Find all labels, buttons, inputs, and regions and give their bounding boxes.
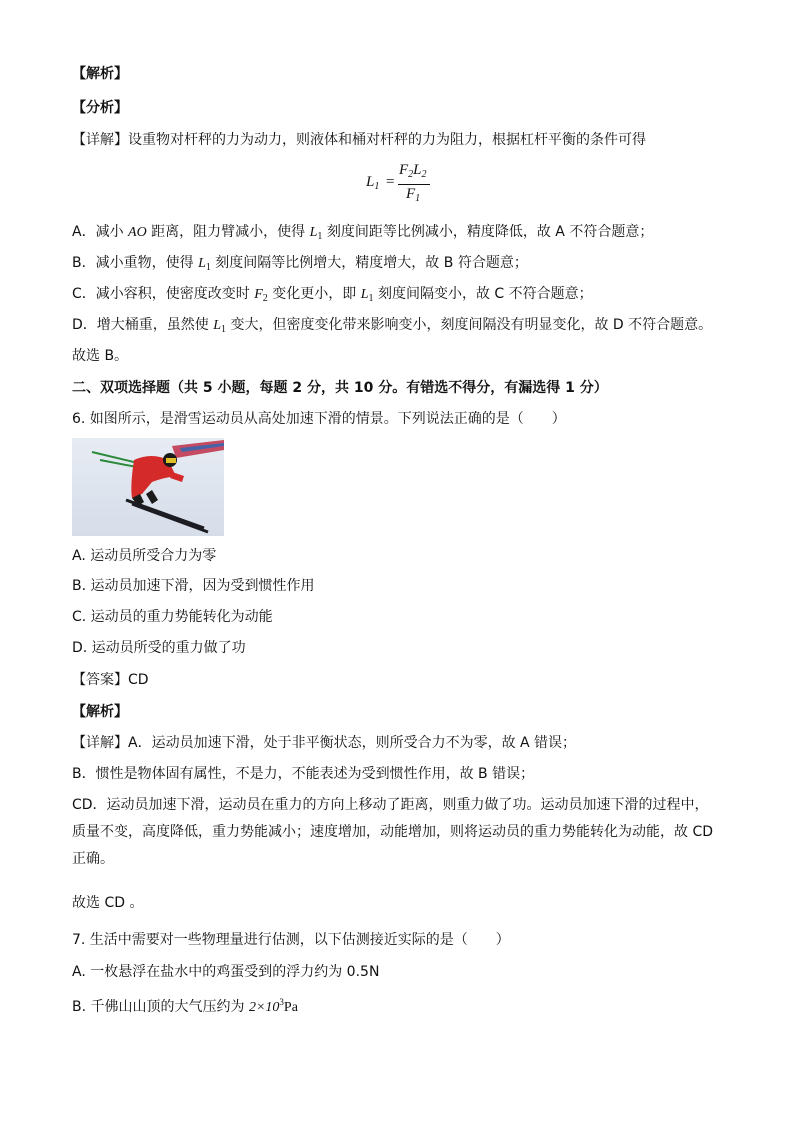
fenxi-header: 【分析】 [72,100,128,116]
q6-stem: 6. 如图所示，是滑雪运动员从高处加速下滑的情景。下列说法正确的是（ ） [72,411,566,427]
analysis-header: 【解析】 [72,66,128,82]
q6-option-c: C. 运动员的重力势能转化为动能 [72,609,273,625]
q6-detail-cd: CD．运动员加速下滑，运动员在重力的方向上移动了距离，则重力做了功。运动员加速下滑的过程中，质量不变，高度降低，重力势能减小；速度增加，动能增加，则将运动员的重力势能转化为动能，故 CD 正确。 [72,797,714,867]
option-a-analysis: A．减小 AO 距离，阻力臂减小，使得 $L_1$ 刻度间距等比例减小，精度降低，故 A 不符合题意； [72,224,654,242]
q6-answer: 【答案】CD [72,672,149,688]
lever-formula: $L_1$ = $F_2L_2$ $F_1$ [366,162,436,212]
q6-detail-a: 【详解】A．运动员加速下滑，处于非平衡状态，则所受合力不为零，故 A 错误； [72,735,577,751]
q7-stem: 7. 生活中需要对一些物理量进行估测，以下估测接近实际的是（ ） [72,932,510,948]
q6-jiexi: 【解析】 [72,704,128,720]
option-b-analysis: B．减小重物，使得 $L_1$ 刻度间隔等比例增大，精度增大，故 B 符合题意； [72,255,528,273]
q7-option-a: A. 一枚悬浮在盐水中的鸡蛋受到的浮力约为 0.5N [72,964,380,980]
q6-option-b: B. 运动员加速下滑，因为受到惯性作用 [72,578,315,594]
q6-choose: 故选 CD 。 [72,895,144,911]
option-c-analysis: C．减小容积，使密度改变时 $F_2$ 变化更小，即 $L_1$ 刻度间隔变小，故 C 不符合题意； [72,286,593,304]
detail-intro: 【详解】设重物对杆秤的力为动力，则液体和桶对杆秤的力为阻力，根据杠杆平衡的条件可得 [72,132,646,148]
option-d-analysis: D．增大桶重，虽然使 $L_1$ 变大，但密度变化带来影响变小，刻度间隔没有明显变化，故 D 不符合题意。 [72,317,713,335]
q6-option-a: A. 运动员所受合力为零 [72,548,217,564]
fraction-bar [398,184,430,185]
q7-option-b: B. 千佛山山顶的大气压约为 $2\times 10^3Pa$ [72,997,298,1015]
q6-detail-b: B．惯性是物体固有属性，不是力，不能表述为受到惯性作用，故 B 错误； [72,766,535,782]
q6-option-d: D. 运动员所受的重力做了功 [72,640,246,656]
skier-photo [72,438,224,536]
section-title: 二、双项选择题（共 5 小题，每题 2 分，共 10 分。有错选不得分，有漏选得 1 分） [72,380,608,396]
choose-b: 故选 B。 [72,348,129,364]
